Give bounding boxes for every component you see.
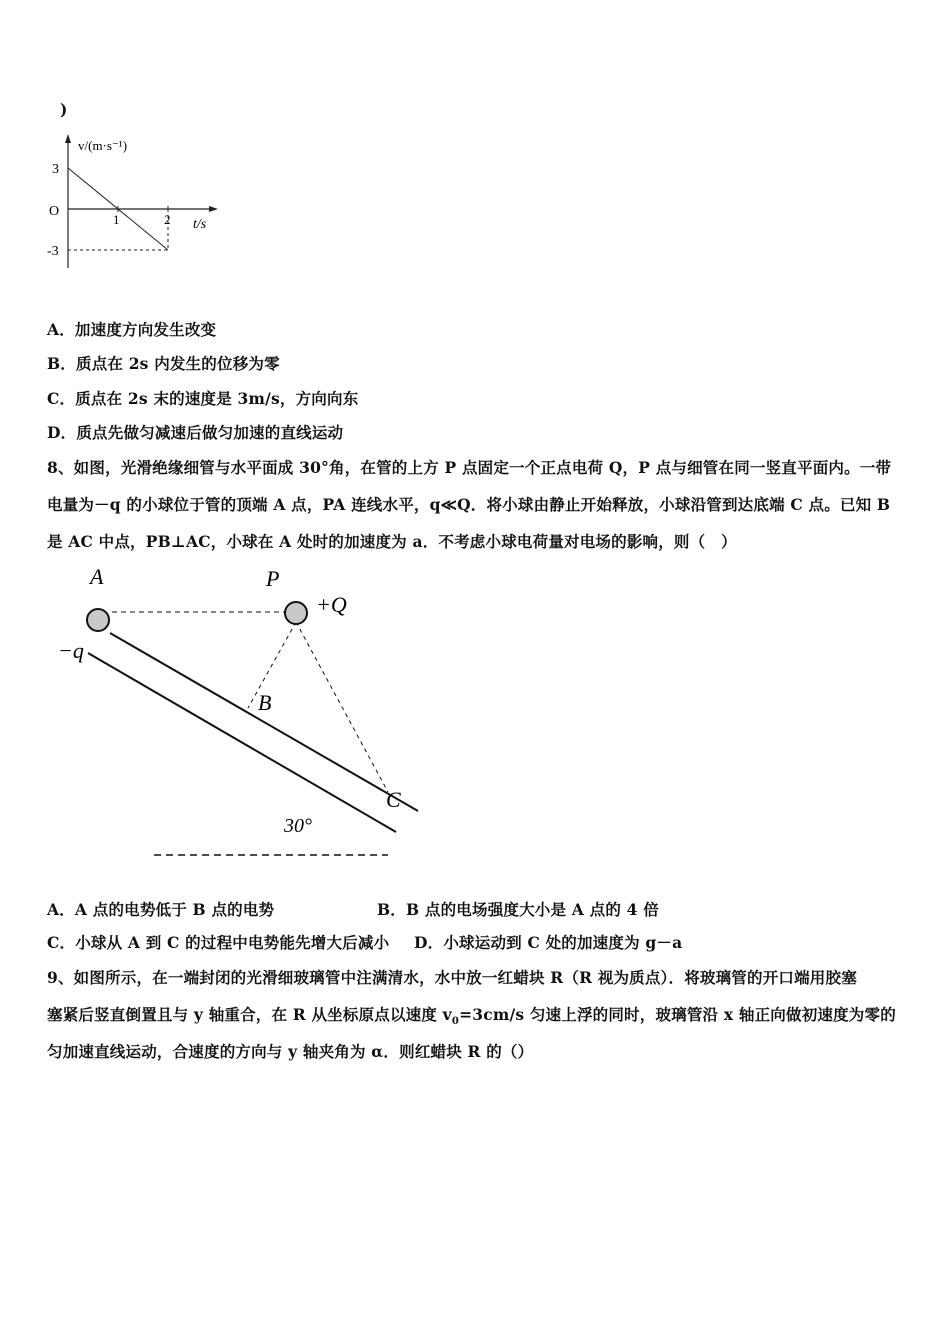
top-paren: ) [60,100,68,119]
pb-dashed-line [248,622,296,708]
q9-line2-part-a: 塞紧后竖直倒置且与 y 轴重合，在 R 从坐标原点以速度 v [47,1005,452,1024]
q7-option-c: C．质点在 2s 末的速度是 3m/s，方向向东 [47,389,359,408]
q9-stem-line-3: 匀加速直线运动，合速度的方向与 y 轴夹角为 α．则红蜡块 R 的（） [47,1042,534,1061]
charge-p-icon [285,602,307,624]
q7-option-b: B．质点在 2s 内发生的位移为零 [47,354,280,373]
tube-upper-wall [110,633,418,811]
q9-line2-part-b: =3cm/s 匀速上浮的同时，玻璃管沿 x 轴正向做初速度为零的 [459,1005,896,1024]
q8-option-b: B．B 点的电场强度大小是 A 点的 4 倍 [377,900,659,919]
y-tick-origin: O [49,204,60,219]
x-axis-arrow-icon [209,206,218,212]
q8-stem-line-3: 是 AC 中点，PB⊥AC，小球在 A 处时的加速度为 a．不考虑小球电荷量对电场的影响，则（ ） [47,532,737,551]
label-plus-q: +Q [316,592,347,617]
q8-option-c: C．小球从 A 到 C 的过程中电势能先增大后减小 [47,933,390,952]
x-tick-1-label: 1 [113,212,120,227]
y-tick-3: 3 [52,162,59,177]
y-axis-label: v/(m·s⁻¹) [78,138,128,153]
x-tick-2-label: 2 [164,212,171,227]
label-minus-q: −q [58,638,84,663]
label-a: A [90,564,104,589]
y-axis-arrow-icon [65,134,71,143]
q9-stem-line-1: 9、如图所示，在一端封闭的光滑细玻璃管中注满清水，水中放一红蜡块 R（R 视为质点）．将玻璃管的开口端用胶塞 [47,968,857,987]
q9-stem-line-2 [47,1003,896,1027]
label-b: B [258,690,272,715]
q8-option-d: D．小球运动到 C 处的加速度为 g－a [414,933,683,952]
y-tick-neg3: -3 [47,244,59,259]
velocity-time-graph [40,128,230,278]
tube-lower-wall [88,653,396,832]
q8-incline-figure [50,560,430,865]
q9-v0-subscript: 0 [451,1016,460,1028]
q7-option-d: D．质点先做匀减速后做匀加速的直线运动 [47,423,344,442]
label-angle: 30° [284,815,312,837]
x-axis-label: t/s [193,217,207,232]
q8-stem-line-2: 电量为－q 的小球位于管的顶端 A 点，PA 连线水平，q≪Q．将小球由静止开始释放，小球沿管到达底端 C 点。已知 B [47,495,891,514]
q8-option-a: A．A 点的电势低于 B 点的电势 [47,900,275,919]
label-c: C [386,787,401,812]
ball-a-icon [87,609,109,631]
q7-option-a: A．加速度方向发生改变 [47,320,217,339]
q8-stem-line-1: 8、如图，光滑绝缘细管与水平面成 30°角，在管的上方 P 点固定一个正点电荷 Q，P 点与细管在同一竖直平面内。一带 [47,458,892,477]
label-p: P [266,566,280,591]
